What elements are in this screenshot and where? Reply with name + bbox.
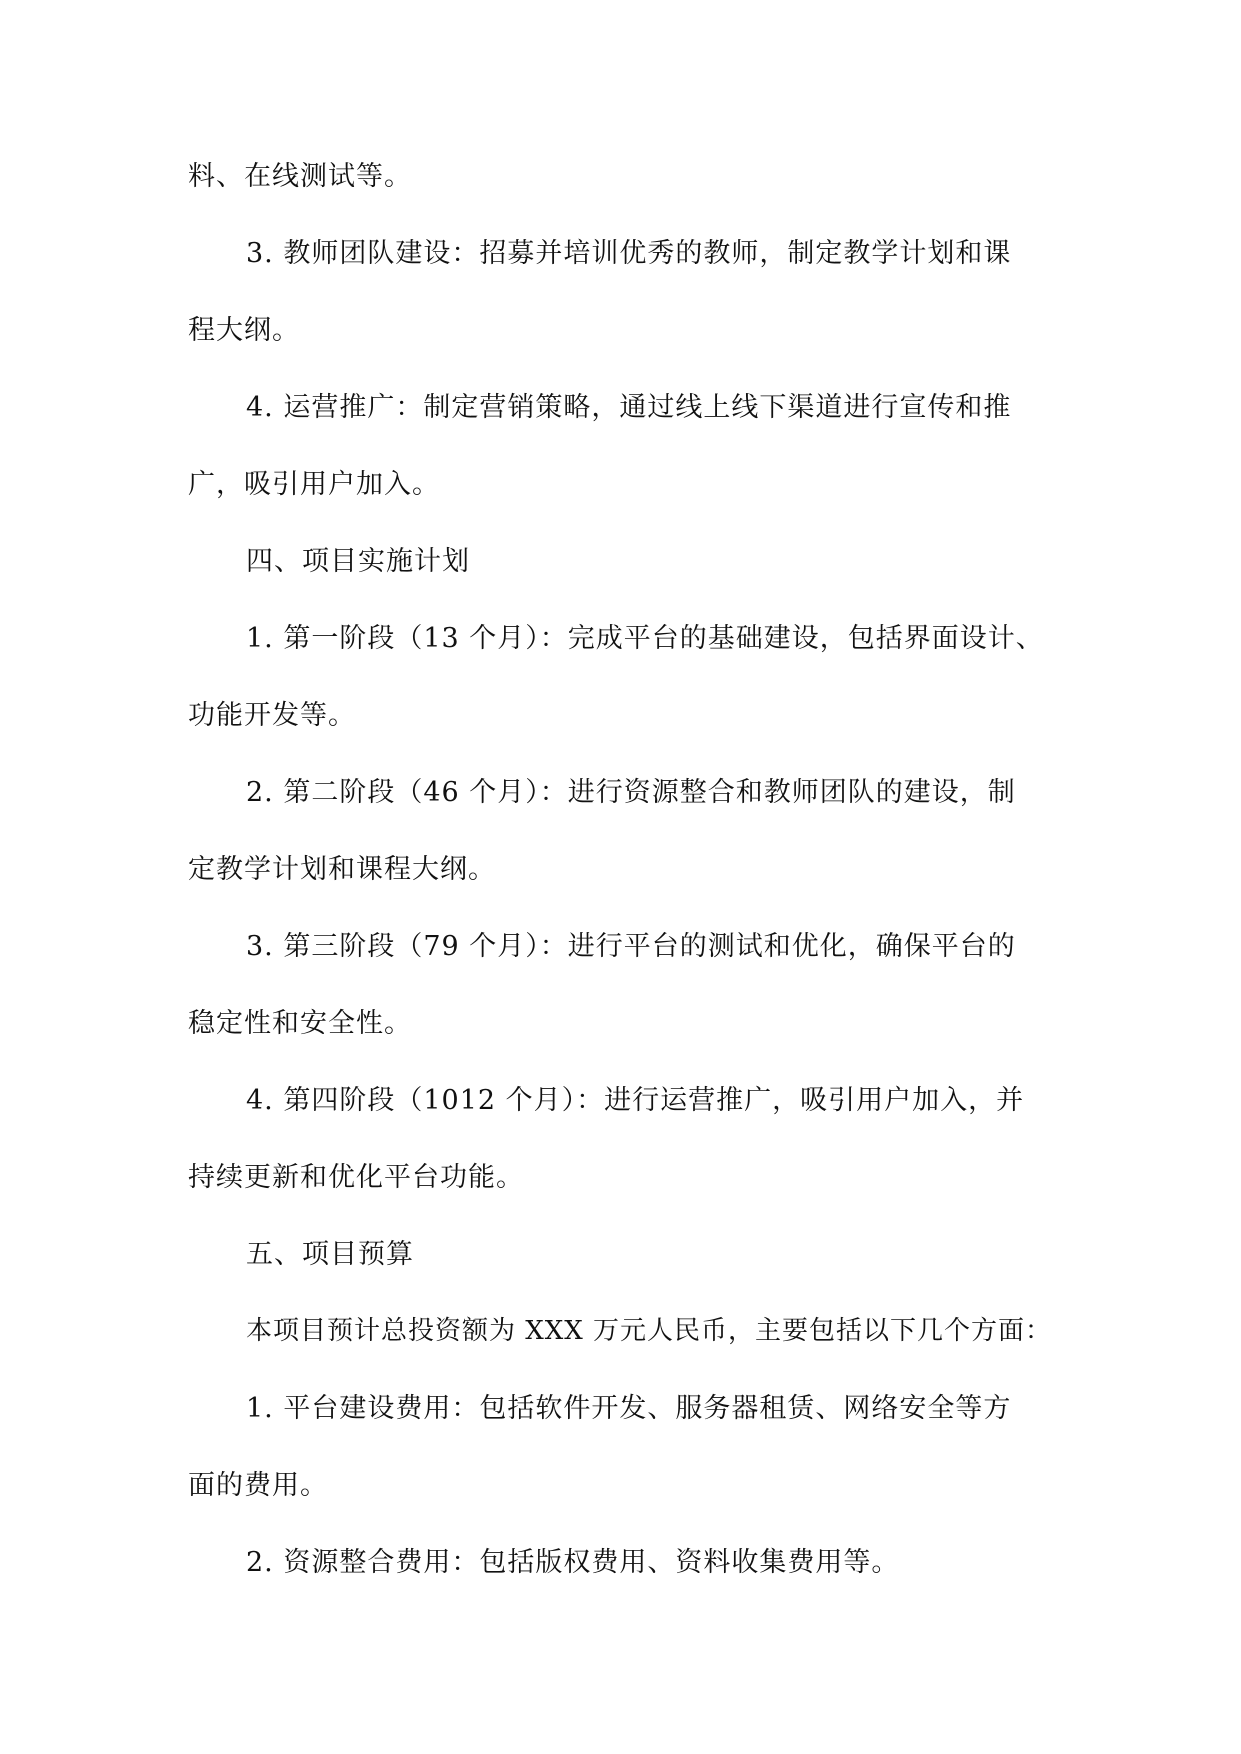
section-heading: 五、项目预算 (246, 1239, 414, 1270)
text-line: 持续更新和优化平台功能。 (188, 1162, 524, 1193)
text-line: 4. 运营推广：制定营销策略，通过线上线下渠道进行宣传和推 (246, 392, 1012, 423)
text-line: 1. 平台建设费用：包括软件开发、服务器租赁、网络安全等方 (246, 1393, 1012, 1424)
text-line: 稳定性和安全性。 (188, 1008, 412, 1039)
text-line: 料、在线测试等。 (188, 161, 412, 192)
text-line: 面的费用。 (188, 1470, 328, 1501)
text-line: 3. 教师团队建设：招募并培训优秀的教师，制定教学计划和课 (246, 238, 1012, 269)
text-line: 功能开发等。 (188, 700, 356, 731)
text-line: 3. 第三阶段（79 个月）：进行平台的测试和优化，确保平台的 (246, 931, 1016, 962)
document-body (188, 138, 1053, 1601)
section-heading: 四、项目实施计划 (246, 546, 470, 577)
text-line: 4. 第四阶段（1012 个月）：进行运营推广，吸引用户加入，并 (246, 1085, 1025, 1116)
text-line: 2. 资源整合费用：包括版权费用、资料收集费用等。 (246, 1547, 900, 1578)
text-line: 本项目预计总投资额为 XXX 万元人民币，主要包括以下几个方面： (246, 1316, 1053, 1346)
text-line: 广，吸引用户加入。 (188, 469, 440, 500)
text-line: 2. 第二阶段（46 个月）：进行资源整合和教师团队的建设，制 (246, 777, 1016, 808)
text-line: 1. 第一阶段（13 个月）：完成平台的基础建设，包括界面设计、 (246, 623, 1044, 654)
text-line: 程大纲。 (188, 315, 300, 346)
text-line: 定教学计划和课程大纲。 (188, 854, 496, 885)
